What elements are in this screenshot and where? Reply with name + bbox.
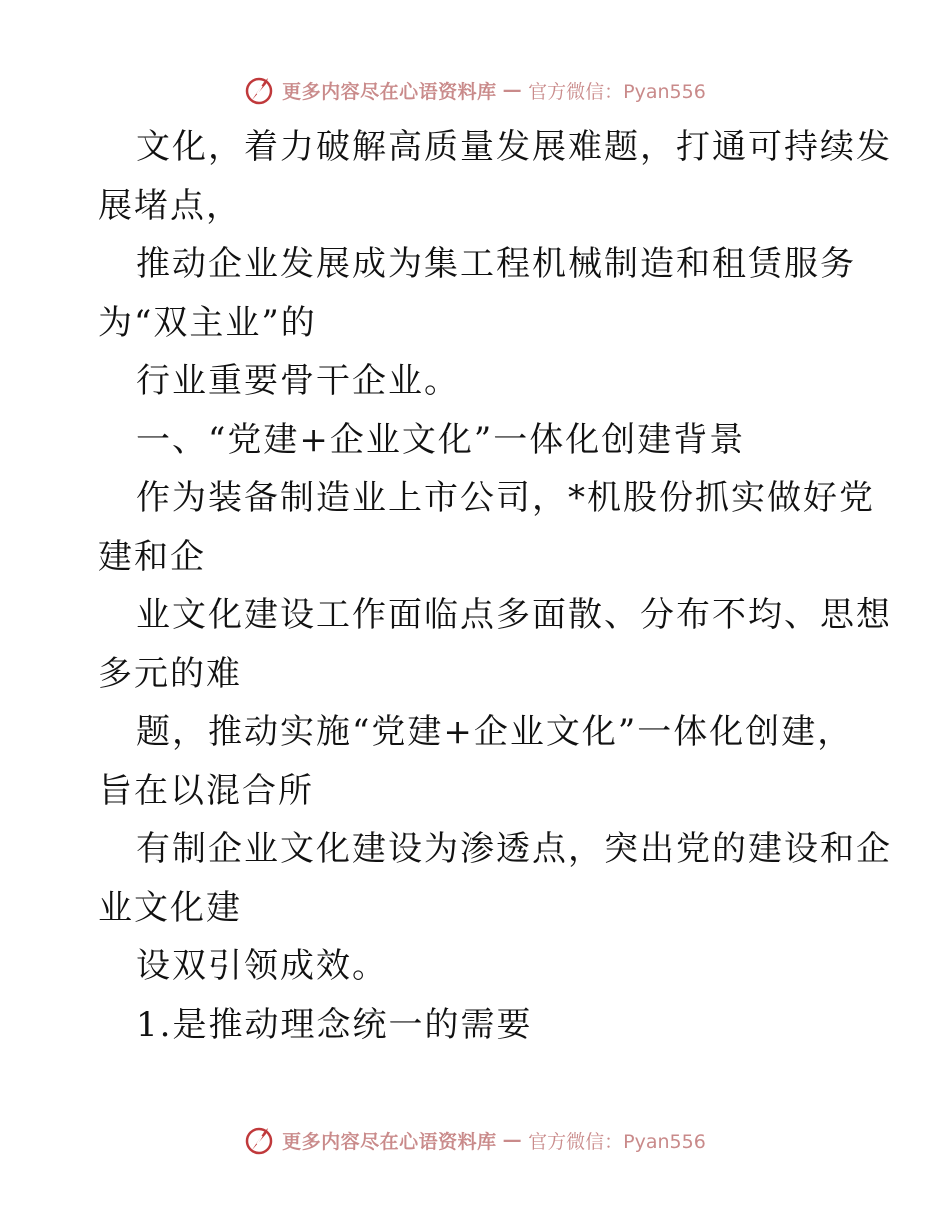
watermark-dash: — [502, 1129, 523, 1151]
text-line: 业文化建 [98, 887, 242, 928]
text-line: 行业重要骨干企业。 [136, 361, 460, 401]
watermark-header [0, 70, 950, 110]
quill-logo-icon [244, 1124, 276, 1156]
text-line: 多元的难 [98, 653, 242, 694]
watermark-footer [0, 1120, 950, 1160]
text-line: 一、“党建+企业文化”一体化创建背景 [136, 419, 746, 460]
text-line: 题，推动实施“党建+企业文化”一体化创建， [136, 712, 854, 752]
watermark-dash: — [502, 79, 523, 101]
watermark-site-text: 更多内容尽在心语资料库 [282, 1130, 497, 1153]
text-line: 文化，着力破解高质量发展难题，打通可持续发 [136, 127, 892, 167]
text-line: 展堵点， [98, 185, 242, 226]
text-line: 设双引领成效。 [136, 946, 388, 986]
text-line: 为“双主业”的 [98, 302, 317, 343]
text-line: 旨在以混合所 [98, 770, 314, 811]
watermark-site-text: 更多内容尽在心语资料库 [282, 80, 497, 103]
text-line: 业文化建设工作面临点多面散、分布不均、思想 [136, 595, 892, 635]
text-line: 建和企 [98, 536, 206, 577]
document-body [98, 118, 892, 1054]
text-line: 有制企业文化建设为渗透点，突出党的建设和企 [136, 829, 892, 869]
text-line: 作为装备制造业上市公司，*机股份抓实做好党 [136, 478, 875, 518]
watermark-wechat-text: 官方微信：Pyan556 [528, 1130, 706, 1153]
text-line: 1.是推动理念统一的需要 [136, 1004, 533, 1045]
watermark-wechat-text: 官方微信：Pyan556 [528, 80, 706, 103]
quill-logo-icon [244, 74, 276, 106]
text-line: 推动企业发展成为集工程机械制造和租赁服务 [136, 244, 856, 284]
